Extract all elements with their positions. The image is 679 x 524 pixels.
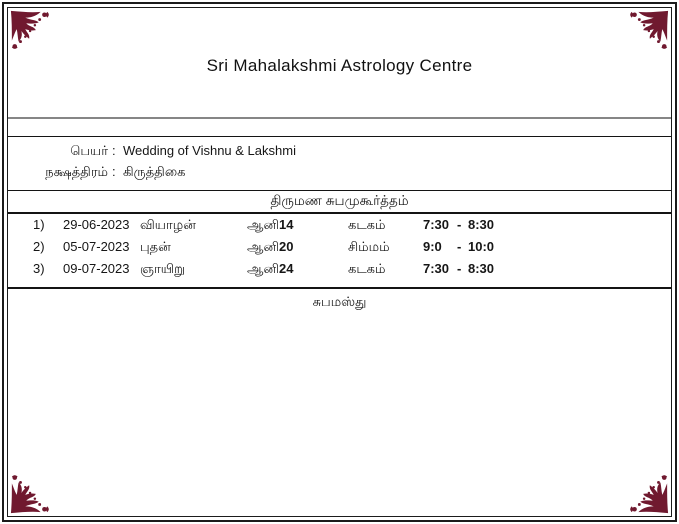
- muhurtham-table-row: [0, 261, 679, 283]
- muhurtham-table-row: [0, 239, 679, 261]
- corner-flourish-icon: [624, 469, 670, 515]
- time-from: 9:0: [423, 239, 442, 254]
- nakshatra-row: [8, 164, 671, 184]
- nakshatra-label: நக்ஷத்திரம்: [45, 164, 108, 179]
- nakshatra-colon: :: [112, 164, 116, 179]
- tamil-month: ஆனி: [247, 239, 279, 254]
- rasi: கடகம்: [348, 261, 386, 276]
- time-separator: -: [457, 217, 462, 232]
- time-from: 7:30: [423, 261, 450, 276]
- row-number: 2): [33, 239, 45, 254]
- name-colon: :: [112, 143, 116, 158]
- gregorian-date: 09-07-2023: [63, 261, 130, 276]
- page-title: Sri Mahalakshmi Astrology Centre: [206, 56, 473, 75]
- corner-ornament-bottom-right: [624, 469, 670, 515]
- tamil-month-day: 24: [279, 261, 294, 276]
- time-to: 10:0: [468, 239, 495, 254]
- divider-table-bottom: [8, 287, 671, 289]
- time-separator: -: [457, 261, 462, 276]
- time-separator: -: [457, 239, 462, 254]
- muhurtham-table-row: [0, 217, 679, 239]
- tamil-month-day: 14: [279, 217, 294, 232]
- nakshatra-value: கிருத்திகை: [123, 164, 186, 179]
- divider-title-bottom: [8, 117, 671, 119]
- corner-flourish-icon: [9, 469, 55, 515]
- divider-section-bottom: [8, 212, 671, 214]
- corner-ornament-bottom-left: [9, 469, 55, 515]
- name-row: [8, 143, 671, 163]
- section-header: திருமண சுபமுகூர்த்தம்: [270, 193, 409, 208]
- tamil-month: ஆனி: [247, 217, 279, 232]
- time-to: 8:30: [468, 217, 495, 232]
- divider-section-top: [8, 190, 671, 191]
- weekday: வியாழன்: [140, 217, 196, 232]
- gregorian-date: 29-06-2023: [63, 217, 130, 232]
- corner-ornament-top-left: [9, 9, 55, 55]
- closing-blessing: சுபமஸ்து: [312, 294, 367, 309]
- corner-ornament-top-right: [624, 9, 670, 55]
- row-number: 3): [33, 261, 45, 276]
- name-label: பெயர்: [70, 143, 108, 158]
- corner-flourish-icon: [9, 9, 55, 55]
- rasi: சிம்மம்: [348, 239, 390, 254]
- time-from: 7:30: [423, 217, 450, 232]
- weekday: ஞாயிறு: [140, 261, 185, 276]
- tamil-month-day: 20: [279, 239, 294, 254]
- divider-details-top: [8, 136, 671, 137]
- name-value: Wedding of Vishnu & Lakshmi: [123, 143, 296, 158]
- tamil-month: ஆனி: [247, 261, 279, 276]
- time-to: 8:30: [468, 261, 495, 276]
- gregorian-date: 05-07-2023: [63, 239, 130, 254]
- rasi: கடகம்: [348, 217, 386, 232]
- weekday: புதன்: [140, 239, 171, 254]
- row-number: 1): [33, 217, 45, 232]
- corner-flourish-icon: [624, 9, 670, 55]
